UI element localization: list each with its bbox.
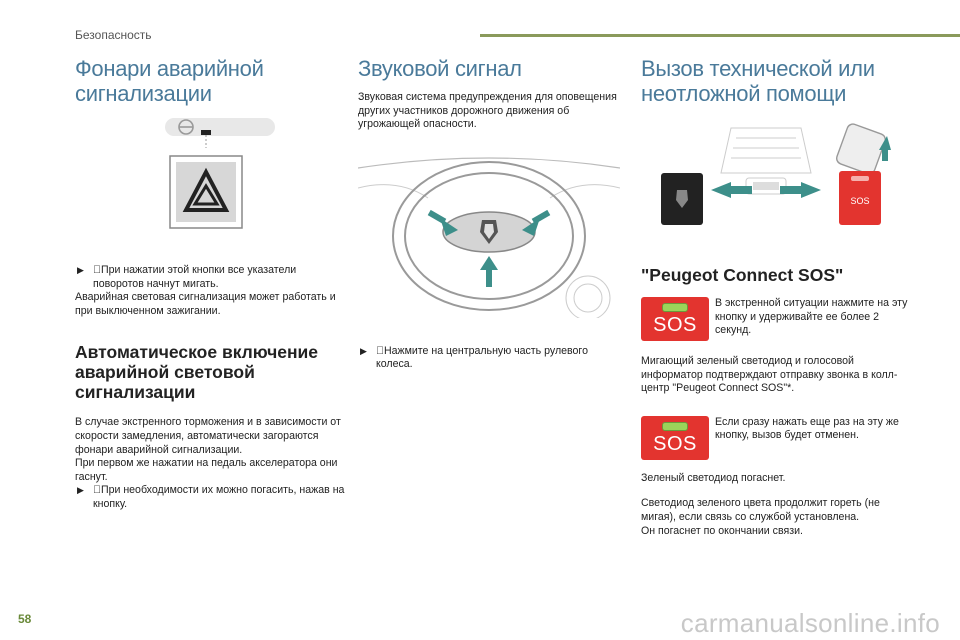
sos-button-label: SOS xyxy=(653,314,697,336)
pointer-icon: ▶ xyxy=(77,485,84,496)
sos-button-press[interactable] xyxy=(641,297,709,341)
auto-hazard-bullet-off xyxy=(75,484,345,511)
horn-title: Звуковой сигнал xyxy=(358,56,522,81)
column-emergency-call xyxy=(641,56,911,538)
horn-bullet-text: Нажмите на центральную часть рулевого колеса. xyxy=(376,344,588,371)
horn-text: Звуковая система предупреждения для оповещения других участников дорожного движения об угрожающей опасности. xyxy=(358,91,617,131)
page-number: 58 xyxy=(18,612,32,626)
sos-button-label: SOS xyxy=(653,432,697,455)
pointer-icon: ▶ xyxy=(77,265,84,275)
column-horn xyxy=(358,56,623,372)
auto-hazard-subtitle: Автоматическое включение аварийной световой сигнализации xyxy=(75,342,319,403)
roof-console-illustration xyxy=(641,118,891,246)
sos-text-led-off: Зеленый светодиод погаснет. xyxy=(641,471,786,484)
auto-hazard-text-accelerator: При первом же нажатии на педаль акселератора они гаснут. xyxy=(75,457,338,483)
section-label: Безопасность xyxy=(75,28,152,42)
pointer-icon: ▶ xyxy=(360,345,367,356)
sos-text-led-steady: Светодиод зеленого цвета продолжит гореть (не мигая), если связь со службой установлена. xyxy=(641,497,880,523)
console-buttons xyxy=(753,182,779,190)
peugeot-sos-subtitle: "Peugeot Connect SOS" xyxy=(641,265,844,285)
sos-text-press-hold: В экстренной ситуации нажмите на эту кнопку и удерживайте ее более 2 секунд. xyxy=(715,297,908,337)
watermark: carmanualsonline.info xyxy=(680,608,940,638)
hazard-bullet-text: При нажатии этой кнопки все указатели поворотов начнут мигать. xyxy=(93,264,297,290)
green-led-icon xyxy=(662,422,688,431)
hazard-lights-title: Фонари аварийной сигнализации xyxy=(75,56,264,106)
hazard-bullet-press xyxy=(75,264,345,291)
emergency-title-line1: Вызов технической или xyxy=(641,56,875,81)
sos-text-led-confirm: Мигающий зеленый светодиод и голосовой информатор подтверждают отправку звонка в колл-центр "Peugeot Connect SOS"*. xyxy=(641,355,898,395)
roof-panel xyxy=(835,122,887,175)
green-led-icon xyxy=(662,303,688,312)
sos-roof-label: SOS xyxy=(850,196,870,206)
hazard-text-ignition: Аварийная световая сигнализация может работать и при выключенном зажигании. xyxy=(75,291,336,317)
sos-text-cancel: Если сразу нажать еще раз на эту же кнопку, вызов будет отменен. xyxy=(715,415,899,442)
header-accent-bar xyxy=(480,34,960,37)
column-hazard-lights xyxy=(75,56,345,512)
hazard-illustration xyxy=(75,118,345,233)
sos-text-end-call: Он погаснет по окончании связи. xyxy=(641,524,803,537)
sos-button-cancel[interactable] xyxy=(641,416,709,460)
steering-wheel-illustration xyxy=(358,148,620,318)
auto-hazard-text-braking: В случае экстренного торможения и в зависимости от скорости замедления, автоматически загораются фонари аварийной сигнализации. xyxy=(75,416,341,456)
hazard-button-small-icon xyxy=(201,130,211,135)
horn-bullet-press xyxy=(358,345,623,372)
emergency-title-line2: неотложной помощи xyxy=(641,81,847,106)
auto-hazard-bullet-text: При необходимости их можно погасить, нажав на кнопку. xyxy=(93,484,345,510)
